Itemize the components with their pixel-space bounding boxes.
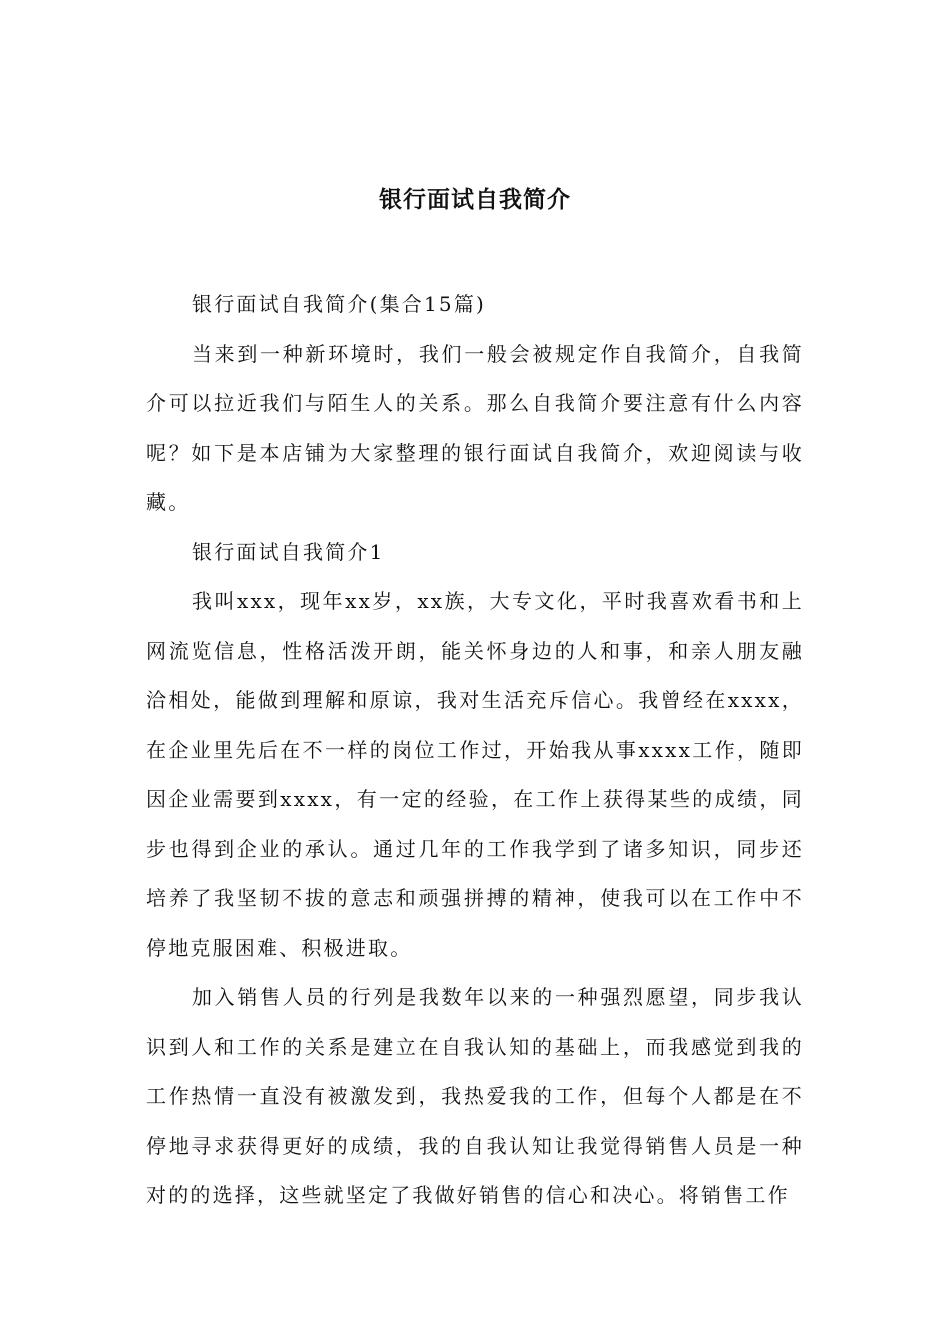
document-title: 银行面试自我简介: [379, 187, 571, 213]
paragraph-subtitle: 银行面试自我简介(集合15篇): [192, 292, 487, 316]
paragraph-intro: 当来到一种新环境时，我们一般会被规定作自我简介，自我简介可以拉近我们与陌生人的关系。那么自我简介要注意有什么内容呢？如下是本店铺为大家整理的银行面试自我简介，欢迎阅读与收藏。: [146, 341, 804, 514]
paragraph-sales-goal: 加入销售人员的行列是我数年以来的一种强烈愿望，同步我认识到人和工作的关系是建立在自我认知的基础上，而我感觉到我的工作热情一直没有被激发到，我热爱我的工作，但每个人都是在不停地寻求获得更好的成绩，我的自我认知让我觉得销售人员是一种对的的选择，这些就坚定了我做好销售的信心和决心。将销售工作: [146, 985, 804, 1207]
document-body: [146, 280, 804, 1221]
section-heading-1: 银行面试自我简介1: [192, 539, 385, 564]
paragraph-self-intro: 我叫xxx，现年xx岁，xx族，大专文化，平时我喜欢看书和上网流览信息，性格活泼开朗，能关怀身边的人和事，和亲人朋友融洽相处，能做到理解和原谅，我对生活充斥信心。我曾经在xxxx，在企业里先后在不一样的岗位工作过，开始我从事xxxx工作，随即因企业需要到xxxx，有一定的经验，在工作上获得某些的成绩，同步也得到企业的承认。通过几年的工作我学到了诸多知识，同步还培养了我坚韧不拔的意志和顽强拼搏的精神，使我可以在工作中不停地克服困难、积极进取。: [146, 589, 804, 960]
